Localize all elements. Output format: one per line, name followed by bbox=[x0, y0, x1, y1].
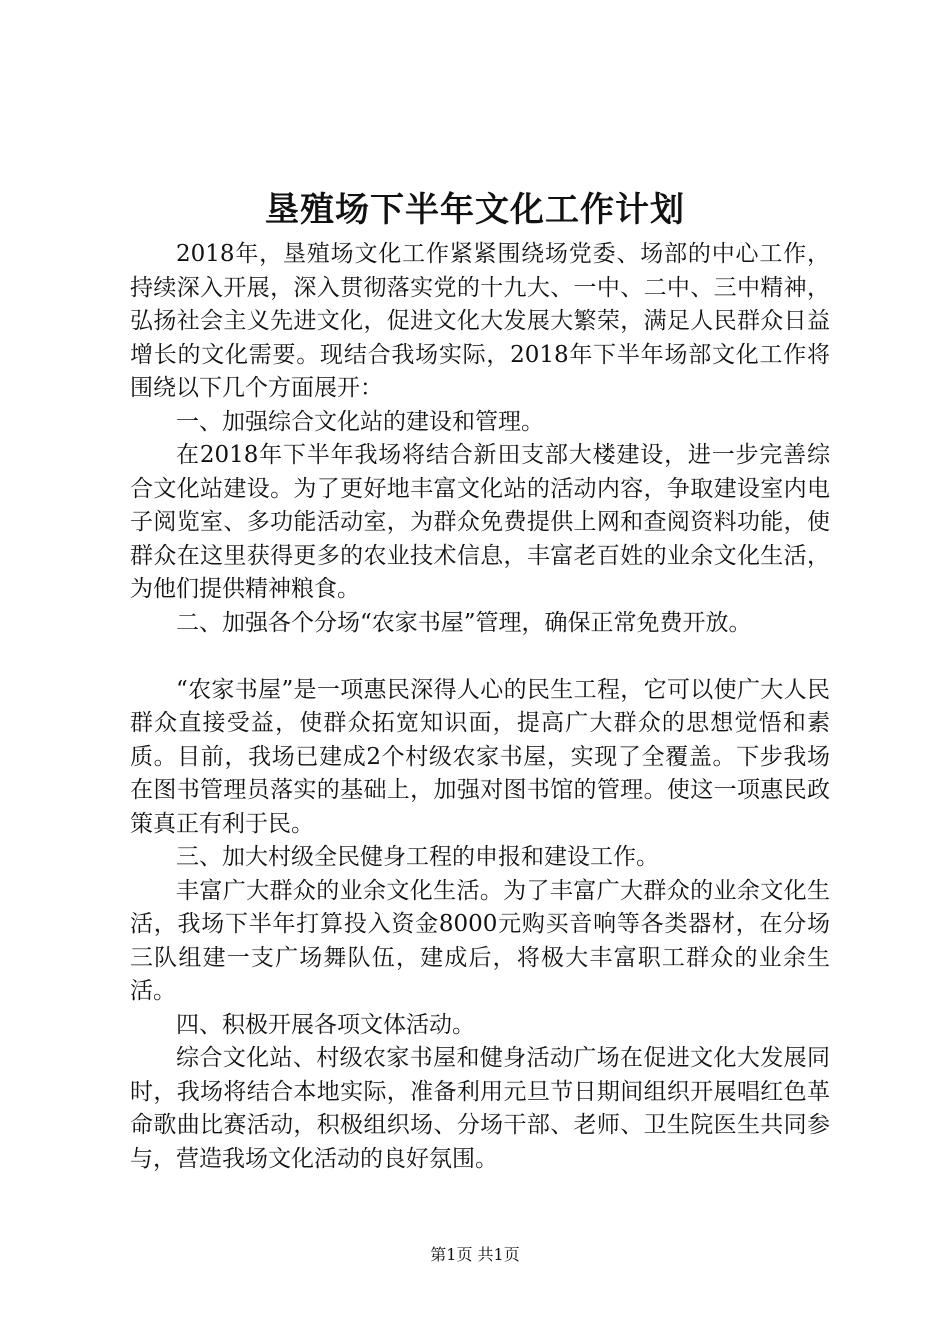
section-heading-2: 二、加强各个分场“农家书屋”管理，确保正常免费开放。 bbox=[176, 609, 752, 636]
section-paragraph-4: 综合文化站、村级农家书屋和健身活动广场在促进文化大发展同时，我场将结合本地实际，准备利用元旦节日期间组织开展唱红色革命歌曲比赛活动，积极组织场、分场干部、老师、卫生院医生共同参与，营造我场文化活动的良好氛围。 bbox=[130, 1045, 830, 1172]
section-heading-1: 一、加强综合文化站的建设和管理。 bbox=[176, 408, 544, 435]
section-paragraph-2: “农家书屋”是一项惠民深得人心的民生工程，它可以使广大人民群众直接受益，使群众拓宽知识面，提高广大群众的思想觉悟和素质。目前，我场已建成2个村级农家书屋，实现了全覆盖。下步我场在图书管理员落实的基础上，加强对图书馆的管理。使这一项惠民政策真正有利于民。 bbox=[130, 676, 830, 837]
blank-line bbox=[130, 640, 830, 674]
document-body bbox=[130, 238, 830, 1176]
section-heading-3: 三、加大村级全民健身工程的申报和建设工作。 bbox=[176, 844, 659, 870]
section-paragraph-3: 丰富广大群众的业余文化生活。为了丰富广大群众的业余文化生活，我场下半年打算投入资金8000元购买音响等各类器材，在分场三队组建一支广场舞队伍，建成后，将极大丰富职工群众的业余生活。 bbox=[130, 877, 830, 1004]
page-footer: 第1页 共1页 bbox=[430, 1245, 520, 1264]
document-title: 垦殖场下半年文化工作计划 bbox=[265, 190, 685, 230]
section-heading-4: 四、积极开展各项文体活动。 bbox=[176, 1011, 475, 1038]
section-paragraph-1: 在2018年下半年我场将结合新田支部大楼建设，进一步完善综合文化站建设。为了更好地丰富文化站的活动内容，争取建设室内电子阅览室、多功能活动室，为群众免费提供上网和查阅资料功能，使群众在这里获得更多的农业技术信息，丰富老百姓的业余文化生活，为他们提供精神粮食。 bbox=[130, 442, 830, 602]
intro-paragraph: 2018年，垦殖场文化工作紧紧围绕场党委、场部的中心工作，持续深入开展，深入贯彻落实党的十九大、一中、二中、三中精神，弘扬社会主义先进文化，促进文化大发展大繁荣，满足人民群众日益增长的文化需要。现结合我场实际，2018年下半年场部文化工作将围绕以下几个方面展开： bbox=[130, 241, 830, 401]
